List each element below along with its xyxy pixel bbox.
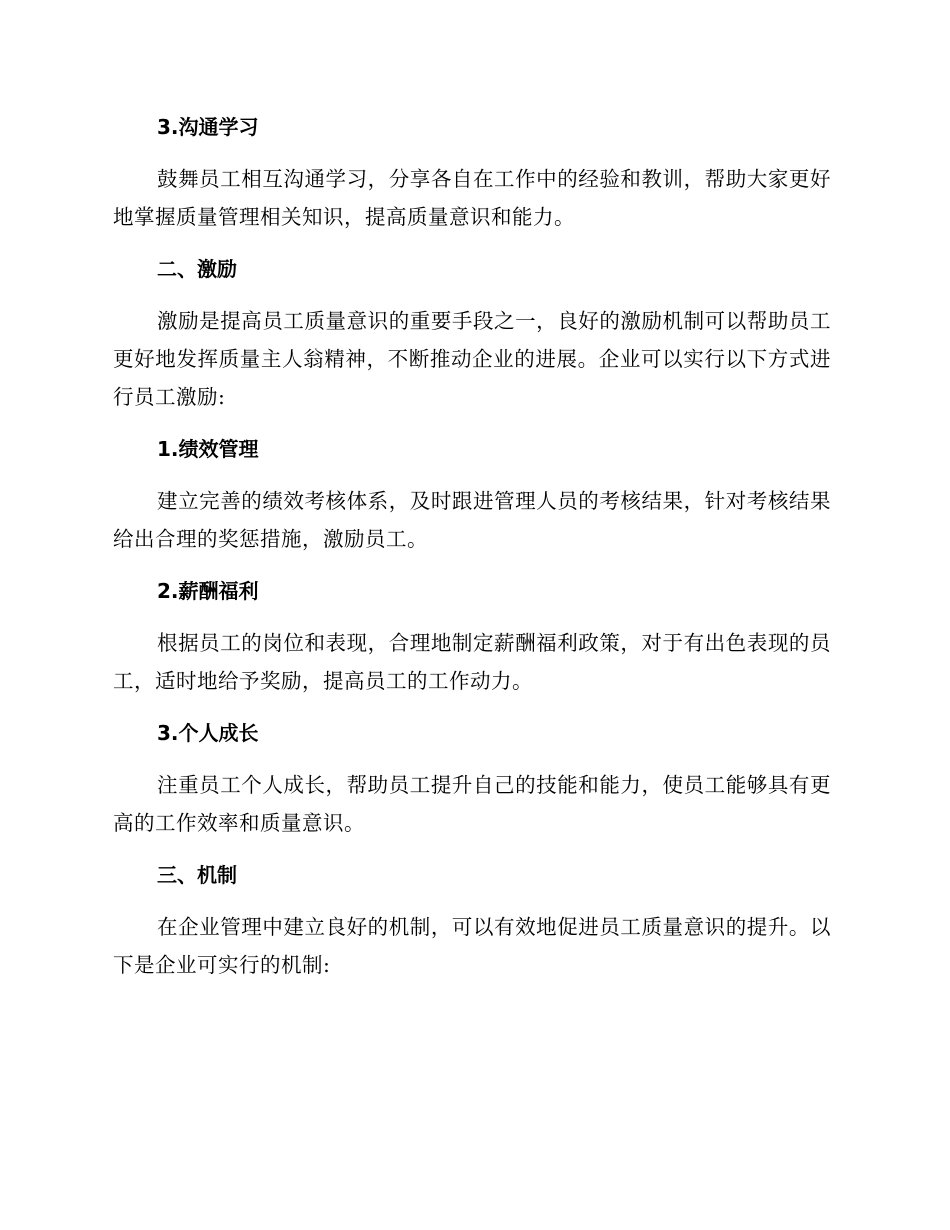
heading-communication-learning: 3.沟通学习 <box>157 115 259 139</box>
document-body <box>113 108 831 984</box>
paragraph-salary-benefits: 根据员工的岗位和表现，合理地制定薪酬福利政策，对于有出色表现的员工，适时地给予奖励，提高员工的工作动力。 <box>113 631 831 693</box>
paragraph-personal-growth: 注重员工个人成长，帮助员工提升自己的技能和能力，使员工能够具有更高的工作效率和质量意识。 <box>113 773 831 835</box>
heading-performance-management: 1.绩效管理 <box>157 437 259 461</box>
heading-mechanism: 三、机制 <box>157 863 237 887</box>
paragraph-communication-learning: 鼓舞员工相互沟通学习，分享各自在工作中的经验和教训，帮助大家更好地掌握质量管理相关知识，提高质量意识和能力。 <box>113 167 831 229</box>
paragraph-incentive: 激励是提高员工质量意识的重要手段之一，良好的激励机制可以帮助员工更好地发挥质量主人翁精神，不断推动企业的进展。企业可以实行以下方式进行员工激励: <box>113 309 831 409</box>
heading-incentive: 二、激励 <box>157 257 237 281</box>
heading-salary-benefits: 2.薪酬福利 <box>157 579 259 603</box>
paragraph-mechanism: 在企业管理中建立良好的机制，可以有效地促进员工质量意识的提升。以下是企业可实行的机制: <box>113 915 831 977</box>
heading-personal-growth: 3.个人成长 <box>157 721 259 745</box>
paragraph-performance-management: 建立完善的绩效考核体系，及时跟进管理人员的考核结果，针对考核结果给出合理的奖惩措施，激励员工。 <box>113 489 831 551</box>
